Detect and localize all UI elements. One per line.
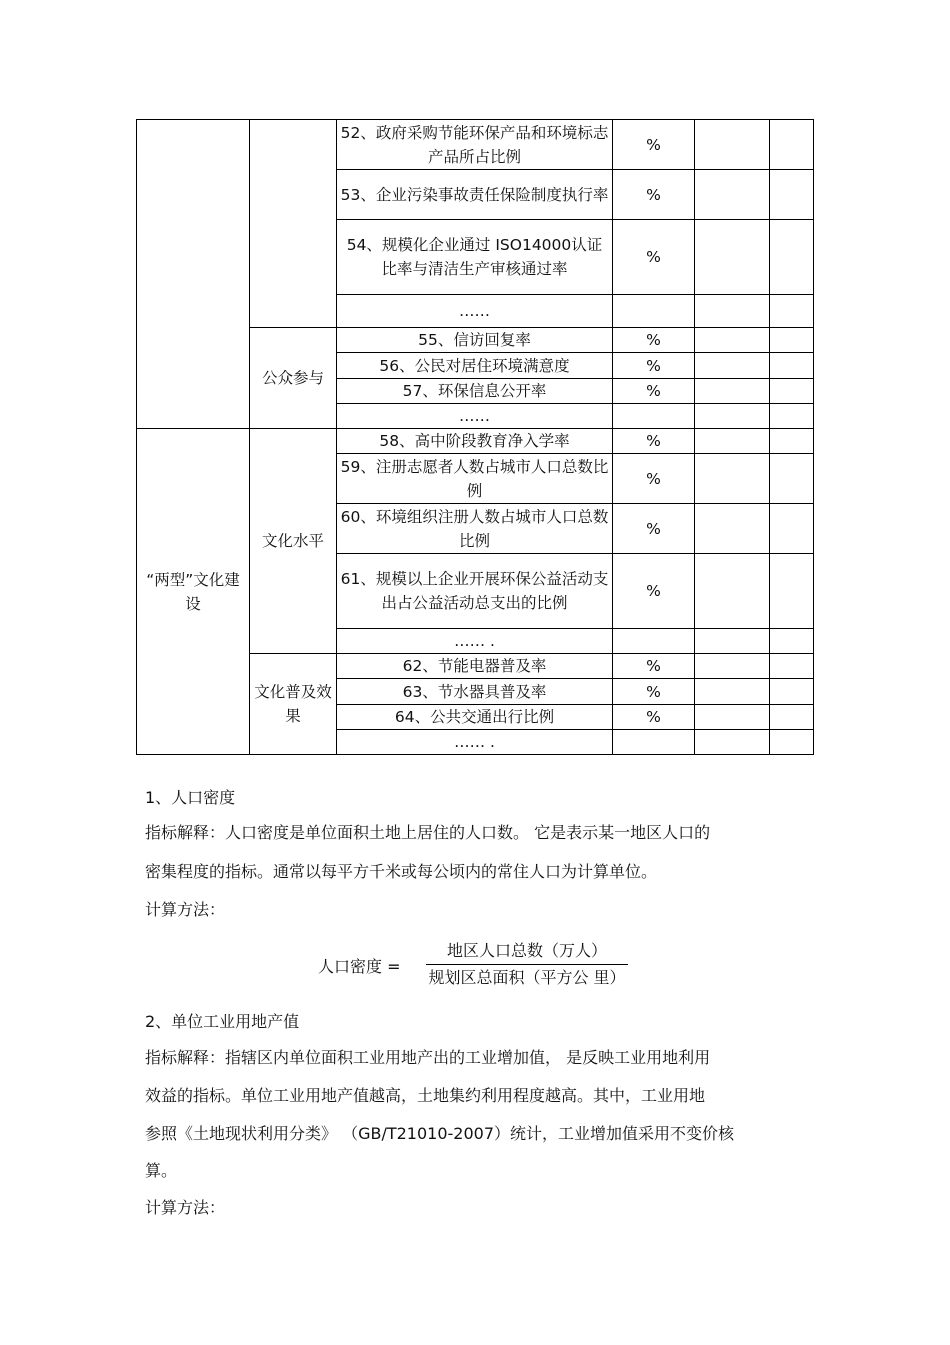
blank-cell [770, 554, 814, 629]
indicator-cell: 55、信访回复率 [337, 328, 613, 353]
formula-fraction [426, 940, 628, 989]
section-2-heading: 2、单位工业用地产值 [145, 1012, 300, 1031]
unit-cell: % [613, 454, 695, 504]
section-1-heading: 1、人口密度 [145, 788, 236, 807]
table-row [137, 429, 815, 454]
blank-cell [770, 730, 814, 755]
unit-cell: % [613, 504, 695, 554]
blank-cell [770, 429, 814, 454]
blank-cell [770, 328, 814, 353]
indicator-cell: 60、环境组织注册人数占城市人口总数比例 [337, 504, 613, 554]
formula-lhs: 人口密度 = [318, 957, 401, 976]
blank-cell [695, 328, 770, 353]
indicator-cell: 62、节能电器普及率 [337, 654, 613, 679]
table-row [137, 120, 815, 170]
blank-cell [695, 120, 770, 170]
formula-numerator: 地区人口总数（万人） [446, 941, 607, 960]
indicator-table [136, 119, 815, 755]
subcategory-cell-empty [250, 120, 337, 328]
blank-cell [770, 705, 814, 730]
section-2-explanation-line: 指标解释：指辖区内单位面积工业用地产出的工业增加值， 是反映工业用地利用 [145, 1048, 711, 1067]
unit-cell: % [613, 220, 695, 295]
section-2-method-label: 计算方法： [145, 1198, 226, 1217]
unit-cell [613, 730, 695, 755]
category-two-type-culture: “两型”文化建设 [137, 429, 250, 755]
blank-cell [770, 170, 814, 220]
unit-cell: % [613, 654, 695, 679]
indicator-cell: 56、公民对居住环境满意度 [337, 353, 613, 379]
unit-cell: % [613, 679, 695, 705]
blank-cell [770, 295, 814, 328]
blank-cell [770, 379, 814, 404]
subcategory-culture-level: 文化水平 [250, 429, 337, 654]
section-1-explanation-line: 密集程度的指标。通常以每平方千米或每公顷内的常住人口为计算单位。 [145, 862, 658, 881]
blank-cell [695, 429, 770, 454]
unit-cell: % [613, 328, 695, 353]
indicator-cell: 58、高中阶段教育净入学率 [337, 429, 613, 454]
blank-cell [770, 220, 814, 295]
indicator-cell: …… . [337, 730, 613, 755]
blank-cell [695, 404, 770, 429]
blank-cell [770, 454, 814, 504]
indicator-cell: 57、环保信息公开率 [337, 379, 613, 404]
blank-cell [770, 353, 814, 379]
section-1-explanation-line: 指标解释：人口密度是单位面积土地上居住的人口数。 它是表示某一地区人口的 [145, 823, 711, 842]
blank-cell [695, 295, 770, 328]
unit-cell [613, 629, 695, 654]
category-cell-empty [137, 120, 250, 429]
indicator-cell: 63、节水器具普及率 [337, 679, 613, 705]
blank-cell [695, 353, 770, 379]
unit-cell [613, 295, 695, 328]
blank-cell [695, 629, 770, 654]
blank-cell [695, 705, 770, 730]
blank-cell [695, 554, 770, 629]
blank-cell [695, 504, 770, 554]
unit-cell [613, 404, 695, 429]
unit-cell: % [613, 429, 695, 454]
section-2-explanation-line: 算。 [145, 1161, 178, 1180]
blank-cell [770, 629, 814, 654]
blank-cell [770, 120, 814, 170]
indicator-cell: 54、规模化企业通过 ISO14000认证比率与清洁生产审核通过率 [337, 220, 613, 295]
unit-cell: % [613, 353, 695, 379]
blank-cell [695, 679, 770, 705]
section-1-method-label: 计算方法： [145, 900, 226, 919]
unit-cell: % [613, 379, 695, 404]
indicator-cell: 53、企业污染事故责任保险制度执行率 [337, 170, 613, 220]
formula-denominator: 规划区总面积（平方公 里） [428, 968, 626, 987]
blank-cell [770, 404, 814, 429]
indicator-cell: …… [337, 295, 613, 328]
blank-cell [695, 654, 770, 679]
blank-cell [770, 679, 814, 705]
indicator-cell: …… . [337, 629, 613, 654]
unit-cell: % [613, 705, 695, 730]
indicator-cell: 59、注册志愿者人数占城市人口总数比例 [337, 454, 613, 504]
fraction-bar [426, 964, 628, 965]
indicator-cell: 61、规模以上企业开展环保公益活动支出占公益活动总支出的比例 [337, 554, 613, 629]
blank-cell [695, 220, 770, 295]
unit-cell: % [613, 120, 695, 170]
subcategory-public-participation: 公众参与 [250, 328, 337, 429]
indicator-cell: 52、政府采购节能环保产品和环境标志产品所占比例 [337, 120, 613, 170]
section-2-explanation-line: 效益的指标。单位工业用地产值越高，土地集约利用程度越高。其中，工业用地 [145, 1086, 706, 1105]
blank-cell [770, 654, 814, 679]
unit-cell: % [613, 170, 695, 220]
subcategory-culture-popularization: 文化普及效果 [250, 654, 337, 755]
blank-cell [695, 379, 770, 404]
unit-cell: % [613, 554, 695, 629]
indicator-cell: 64、公共交通出行比例 [337, 705, 613, 730]
blank-cell [695, 170, 770, 220]
blank-cell [770, 504, 814, 554]
section-2-explanation-line: 参照《土地现状利用分类》 （GB/T21010-2007）统计，工业增加值采用不变价核 [145, 1124, 735, 1143]
blank-cell [695, 730, 770, 755]
blank-cell [695, 454, 770, 504]
indicator-cell: …… [337, 404, 613, 429]
